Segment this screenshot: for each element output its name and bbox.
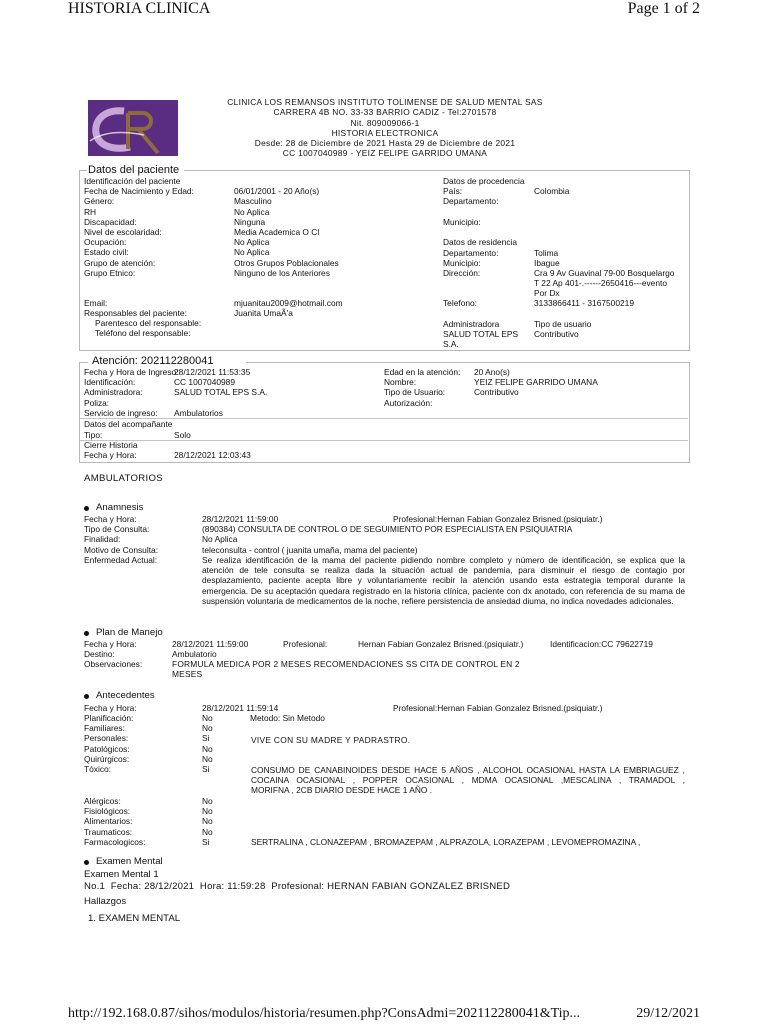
label-patologicos: Patológicos: xyxy=(84,743,130,754)
label-farmacologicos: Farmacologicos: xyxy=(84,836,146,847)
direccion-line-1: Cra 9 Av Guavinal 79-00 Bosquelargo xyxy=(534,268,675,278)
clinic-name: CLINICA LOS REMANSOS INSTITUTO TOLIMENSE DE SALUD MENTAL SAS xyxy=(227,97,543,107)
tipo-usuario-value: Contributivo xyxy=(534,329,579,339)
value-grupo-etnico: Ninguno de los Anteriores xyxy=(234,267,330,278)
anamnesis-finalidad-label: Finalidad: xyxy=(84,534,121,545)
label-toxico: Tóxico: xyxy=(84,764,111,775)
pais-value: Colombia xyxy=(534,186,570,196)
telefono-responsable-label: Teléfono del responsable: xyxy=(95,328,191,338)
value-planificacion: No xyxy=(202,713,213,723)
value-discapacidad: Ninguna xyxy=(234,216,266,227)
email-label: Email: xyxy=(84,298,108,308)
value-personales: Si xyxy=(202,733,210,744)
antecedentes-fecha-label: Fecha y Hora: xyxy=(84,703,137,713)
residencia-title: Datos de residencia xyxy=(443,237,518,247)
label-alimentarios: Alimentarios: xyxy=(84,816,133,827)
tipo-usuario-label: Tipo de usuario xyxy=(534,319,592,329)
anamnesis-enfermedad-label: Enfermedad Actual: xyxy=(84,554,158,565)
label-servicio-ingreso: Servicio de ingreso: xyxy=(84,407,158,418)
page-url-link[interactable] xyxy=(68,1006,580,1022)
plan-fecha-value: 28/12/2021 11:59:00 xyxy=(172,639,249,649)
value-identificacion xyxy=(234,176,339,186)
value-administradora-att: SALUD TOTAL EPS S.A. xyxy=(174,387,268,398)
bullet-icon xyxy=(84,631,89,636)
anamnesis-motivo-label: Motivo de Consulta: xyxy=(84,544,159,555)
anamnesis-tipo-value: (890384) CONSULTA DE CONTROL O DE SEGUIMIENTO POR ESPECIALISTA EN PSIQUIATRIA xyxy=(202,524,573,535)
plan-observaciones-line-1: FORMULA MEDICA POR 2 MESES RECOMENDACIONES SS CITA DE CONTROL EN 2 xyxy=(172,659,520,669)
patient-id-name: CC 1007040989 - YEIZ FELIPE GARRIDO UMANA xyxy=(282,148,488,159)
bullet-icon xyxy=(84,506,89,511)
personales-text: VIVE CON SU MADRE Y PADRASTRO. xyxy=(251,735,411,745)
value-rh: No Aplica xyxy=(234,206,270,217)
anamnesis-motivo-value: teleconsulta - control ( juanita umaña, mama del paciente) xyxy=(202,544,418,555)
clinic-nit: Nit. 809009066-1 xyxy=(350,117,420,128)
record-type: HISTORIA ELECTRONICA xyxy=(331,127,439,138)
section-title: AMBULATORIOS xyxy=(84,473,163,484)
value-quirurgicos: No xyxy=(202,753,213,764)
procedencia-title: Datos de procedencia xyxy=(443,176,525,186)
label-alergicos: Alérgicos: xyxy=(84,796,121,806)
label-escolaridad: Nivel de escolaridad: xyxy=(84,227,162,238)
examen-item-1: 1. EXAMEN MENTAL xyxy=(88,913,181,924)
tipo-acompanante-label: Tipo: xyxy=(84,430,103,440)
tipo-acompanante-value: Solo xyxy=(174,430,191,440)
plan-fecha-label: Fecha y Hora: xyxy=(84,639,137,649)
examen-subtitle: Examen Mental 1 xyxy=(84,869,159,880)
label-administradora-att: Administradora: xyxy=(84,387,143,398)
residencia-depto-label: Departamento: xyxy=(443,248,499,258)
value-identificacion-att: CC 1007040989 xyxy=(174,377,236,388)
bullet-icon xyxy=(84,860,89,865)
label-ocupacion: Ocupación: xyxy=(84,237,127,248)
anamnesis-finalidad-value: No Aplica xyxy=(202,534,238,545)
direccion-line-3: Por Dx xyxy=(534,288,560,299)
label-personales: Personales: xyxy=(84,733,129,744)
antecedentes-values xyxy=(202,713,213,774)
email-value: mjuanitau2009@hotmail.com xyxy=(234,298,343,308)
value-toxico: Si xyxy=(202,764,210,775)
anamnesis-enfermedad-text: Se realiza identificación de la mama del paciente pidiendo nombre completo y número de identificación, se explica que la atención de tele consulta se realiza dada la situación actual de pandemia, para disminuir el riesgo de contagio por desplazamiento, paciente acepta libre y voluntariamente recibir la atención usando esta estrategia temporal durante la emergencia. De su aceptación quedara registrado en la historia clínica, paciente con dx anotado, con referencia de su mama de suspensión voluntaria de medicamentos de la noche, refiere persistencia de ansiedad diuma, no indica novedades adicionales. xyxy=(202,555,685,606)
telefono-label: Telefono: xyxy=(443,298,477,308)
value-edad-atencion: 20 Ano(s) xyxy=(474,367,510,377)
label-familiares: Familiares: xyxy=(84,723,125,734)
anamnesis-labels xyxy=(84,514,158,565)
toxico-text xyxy=(251,765,685,796)
value-poliza xyxy=(174,398,267,408)
value-fisiologicos: No xyxy=(202,806,213,817)
label-rh: RH xyxy=(84,206,97,217)
cierre-title: Cierre Historia xyxy=(84,440,138,450)
examen-info: No.1 Fecha: 28/12/2021 Hora: 11:59:28 Profesional: HERNAN FABIAN GONZALEZ BRISNED xyxy=(84,881,511,892)
attention-legend: Atención: 202112280041 xyxy=(92,355,214,367)
label-edad-atencion: Edad en la atención: xyxy=(384,367,461,377)
direccion-value xyxy=(534,268,674,299)
value-fecha-nacimiento: 06/01/2001 - 20 Año(s) xyxy=(234,186,320,197)
plan-profesional-value: Hernan Fabian Gonzalez Brisned.(psiquiatr.) xyxy=(358,639,524,649)
value-traumaticos: No xyxy=(202,826,213,837)
label-estado-civil: Estado civil: xyxy=(84,247,129,258)
examen-hallazgos: Hallazgos xyxy=(84,896,127,907)
label-quirurgicos: Quirúrgicos: xyxy=(84,753,130,764)
procedencia-municipio-label: Municipio: xyxy=(443,217,481,227)
residencia-depto-value: Tolima xyxy=(534,248,559,258)
divider-cierre xyxy=(80,440,688,441)
examen-title: Examen Mental xyxy=(96,856,163,867)
parentesco-label: Parentesco del responsable: xyxy=(95,318,202,328)
farmacologicos-text: SERTRALINA , CLONAZEPAM , BROMAZEPAM , ALPRAZOLA, LORAZEPAM , LEVOMEPROMAZINA , xyxy=(251,837,641,847)
page-url[interactable]: http://192.168.0.87/sihos/modulos/historia/resumen.php?ConsAdmi=202112280041&Tip... xyxy=(68,1006,581,1021)
plan-identificacion: Identificacion:CC 79622719 xyxy=(550,639,653,649)
antecedentes-fecha-value: 28/12/2021 11:59:14 xyxy=(202,703,279,713)
anamnesis-tipo-label: Tipo de Consulta: xyxy=(84,524,150,535)
label-identificacion: Identificación del paciente xyxy=(84,176,181,186)
value-tipo-usuario-att: Contributivo xyxy=(474,387,519,398)
responsables-label: Responsables del paciente: xyxy=(84,308,187,318)
label-identificacion-att: Identificación: xyxy=(84,377,136,388)
administradora-label: Administradora xyxy=(443,319,500,329)
toxico-line-2: COCAINA OCASIONAL , POPPER OCASIONAL , MDMA OCASIONAL ,MESCALINA , TRAMADOL , xyxy=(251,775,685,786)
plan-observaciones-line-2: MESES xyxy=(172,669,203,680)
document-title: HISTORIA CLINICA xyxy=(68,0,211,17)
antecedentes-profesional: Profesional:Hernan Fabian Gonzalez Brisned.(psiquiatr.) xyxy=(393,703,603,713)
plan-labels xyxy=(84,639,142,670)
administradora-value xyxy=(443,329,518,349)
label-discapacidad: Discapacidad: xyxy=(84,216,137,227)
plan-profesional-label: Profesional: xyxy=(283,639,328,649)
value-farmacologicos: Si xyxy=(202,836,210,847)
procedencia-depto-label: Departamento: xyxy=(443,196,499,206)
clinic-address: CARRERA 4B NO. 33-33 BARRIO CADIZ - Tel:2701578 xyxy=(273,107,497,118)
residencia-municipio-label: Municipio: xyxy=(443,258,481,268)
value-servicio-ingreso: Ambulatorios xyxy=(174,407,223,418)
clinic-logo xyxy=(84,97,182,159)
label-nombre: Nombre: xyxy=(384,377,417,388)
cierre-fecha-value: 28/12/2021 12:03:43 xyxy=(174,450,251,460)
direccion-line-2: T 22 Ap 401-.------2650416---evento xyxy=(534,278,667,289)
pais-label: País: xyxy=(443,186,463,196)
bullet-icon xyxy=(84,694,89,699)
label-autorizacion: Autorización: xyxy=(384,397,433,408)
label-grupo-etnico: Grupo Etnico: xyxy=(84,267,136,278)
cierre-fecha-label: Fecha y Hora: xyxy=(84,450,137,460)
direccion-label: Dirección: xyxy=(443,268,481,278)
antecedentes-labels xyxy=(84,713,133,774)
label-tipo-usuario-att: Tipo de Usuario: xyxy=(384,387,446,398)
label-genero: Género: xyxy=(84,196,115,207)
page-counter: Page 1 of 2 xyxy=(627,0,700,17)
anamnesis-profesional: Profesional:Hernan Fabian Gonzalez Brisned.(psiquiatr.) xyxy=(393,514,603,524)
print-date: 29/12/2021 xyxy=(636,1006,700,1021)
label-fecha-ingreso: Fecha y Hora de Ingreso: xyxy=(84,367,179,377)
clinic-header xyxy=(200,97,570,159)
label-fecha-nacimiento: Fecha de Nacimiento y Edad: xyxy=(84,186,194,197)
value-escolaridad: Media Academica O Cl xyxy=(234,227,320,238)
anamnesis-fecha-label: Fecha y Hora: xyxy=(84,514,137,524)
label-poliza: Poliza: xyxy=(84,397,110,408)
telefono-value: 3133866411 - 3167500219 xyxy=(534,298,634,308)
patient-left-values xyxy=(234,176,339,278)
value-genero: Masculino xyxy=(234,196,272,207)
patient-left-labels xyxy=(84,176,194,278)
anamnesis-fecha-value: 28/12/2021 11:59:00 xyxy=(202,514,279,524)
label-grupo-atencion: Grupo de atención: xyxy=(84,257,156,268)
value-fecha-ingreso: 28/12/2021 11:53:35 xyxy=(174,367,251,377)
attention-left-labels xyxy=(84,367,179,418)
value-ocupacion: No Aplica xyxy=(234,237,270,248)
label-planificacion: Planificación: xyxy=(84,713,134,723)
antecedentes-title: Antecedentes xyxy=(96,690,155,701)
plan-destino-label: Destino: xyxy=(84,649,115,660)
attention-right-values xyxy=(474,367,598,408)
patient-legend: Datos del paciente xyxy=(88,164,180,176)
antecedentes-labels-2 xyxy=(84,796,145,847)
value-alergicos: No xyxy=(202,796,213,806)
anamnesis-title: Anamnesis xyxy=(96,502,144,513)
administradora-line-1: SALUD TOTAL EPS xyxy=(443,329,519,339)
antecedentes-metodo: Metodo: Sin Metodo xyxy=(250,713,325,723)
residencia-municipio-value: Ibague xyxy=(534,258,560,268)
plan-destino-value: Ambulatorio xyxy=(172,649,217,659)
value-familiares: No xyxy=(202,723,213,734)
label-traumaticos: Traumaticos: xyxy=(84,826,133,837)
administradora-line-2: S.A. xyxy=(443,339,459,350)
value-patologicos: No xyxy=(202,743,213,754)
date-range: Desde: 28 de Diciembre de 2021 Hasta 29 de Diciembre de 2021 xyxy=(254,138,516,149)
value-alimentarios: No xyxy=(202,816,213,827)
value-autorizacion xyxy=(474,398,598,408)
value-grupo-atencion: Otros Grupos Poblacionales xyxy=(234,257,339,268)
plan-observaciones-value xyxy=(172,659,520,679)
plan-observaciones-label: Observaciones: xyxy=(84,659,143,670)
acompanante-title: Datos del acompañante xyxy=(84,419,173,429)
plan-title: Plan de Manejo xyxy=(96,627,163,638)
value-nombre: YEIZ FELIPE GARRIDO UMANA xyxy=(474,377,598,388)
label-fisiologicos: Fisiológicos: xyxy=(84,806,131,817)
attention-right-labels xyxy=(384,367,460,408)
toxico-line-1: CONSUMO DE CANABINOIDES DESDE HACE 5 AÑOS , ALCOHOL OCASIONAL HASTA LA EMBRIAGUEZ , xyxy=(251,765,685,775)
attention-left-values xyxy=(174,367,267,418)
antecedentes-values-2 xyxy=(202,796,213,847)
toxico-line-3: MORIFNA , 2CB DIARIO DESDE HACE 1 AÑO . xyxy=(251,785,433,796)
value-estado-civil: No Aplica xyxy=(234,247,270,258)
responsables-value: Juanita UmaÃ'a xyxy=(234,308,293,318)
